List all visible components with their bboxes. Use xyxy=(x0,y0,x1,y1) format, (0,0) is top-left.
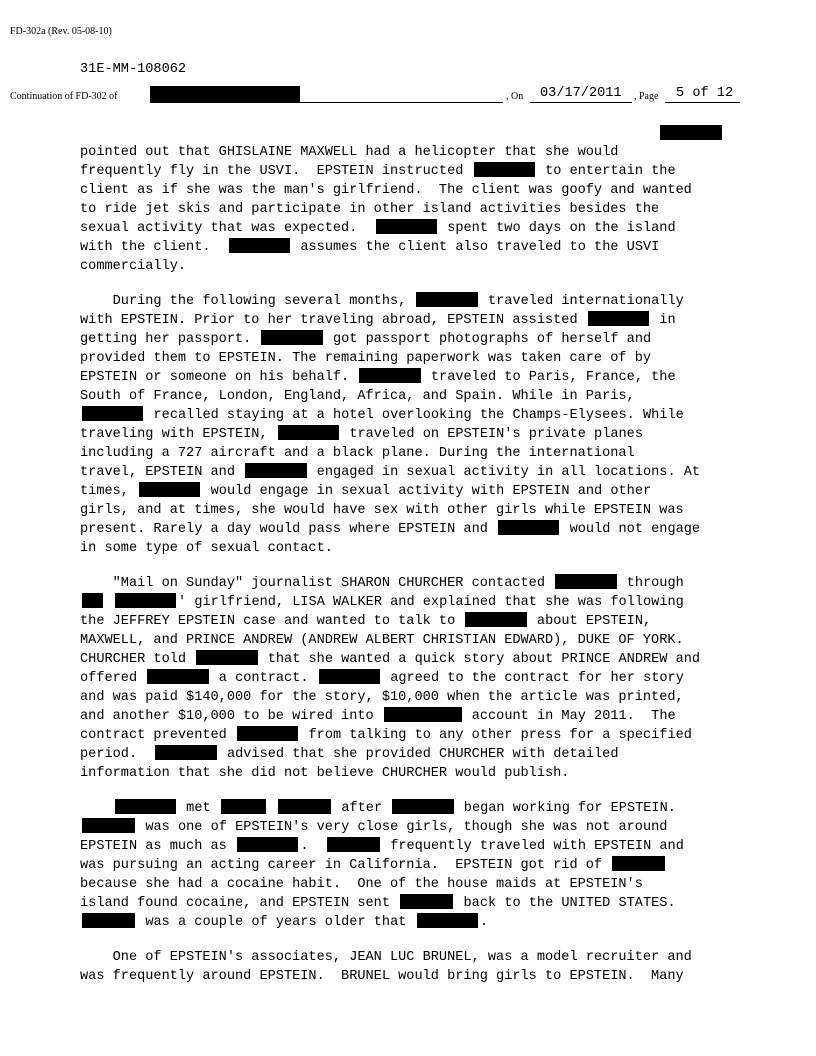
text-line xyxy=(80,837,770,856)
text-line xyxy=(80,799,770,818)
page-underline xyxy=(665,102,740,103)
date-value: 03/17/2011 xyxy=(540,86,622,101)
text-segment: client as if she was the man's girlfriend. The client was goofy and wanted xyxy=(80,183,692,198)
text-segment: because she had a cocaine habit. One of the house maids at EPSTEIN's xyxy=(80,877,643,892)
document-body xyxy=(80,143,770,986)
text-segment: began working for EPSTEIN. xyxy=(455,801,676,816)
redaction-block xyxy=(82,818,135,833)
text-line xyxy=(80,181,770,200)
redaction-block xyxy=(115,799,176,814)
date-underline xyxy=(530,102,632,103)
text-segment: would engage in sexual activity with EPSTEIN and other xyxy=(202,484,652,499)
text-segment: "Mail on Sunday" journalist SHARON CHURCHER contacted xyxy=(80,576,554,591)
redaction-block xyxy=(474,162,535,177)
text-segment: back to the UNITED STATES. xyxy=(455,896,676,911)
text-segment: contract prevented xyxy=(80,728,235,743)
text-line xyxy=(80,292,770,311)
text-segment: traveling with EPSTEIN, xyxy=(80,427,276,442)
text-segment: with EPSTEIN. Prior to her traveling abroad, EPSTEIN assisted xyxy=(80,313,586,328)
text-segment: recalled staying at a hotel overlooking the Champs-Elysees. While xyxy=(145,408,684,423)
text-segment: traveled internationally xyxy=(479,294,684,309)
text-segment: from talking to any other press for a specified xyxy=(300,728,692,743)
text-line xyxy=(80,501,770,520)
text-line xyxy=(80,238,770,257)
text-segment: pointed out that GHISLAINE MAXWELL had a helicopter that she would xyxy=(80,145,619,160)
paragraph-gap xyxy=(80,276,770,292)
text-segment: about EPSTEIN, xyxy=(528,614,652,629)
redaction-block xyxy=(139,482,200,497)
redaction-block xyxy=(278,799,331,814)
text-segment: in xyxy=(651,313,676,328)
paragraph-gap xyxy=(80,932,770,948)
text-segment: agreed to the contract for her story xyxy=(382,671,684,686)
text-segment: frequently traveled with EPSTEIN and xyxy=(382,839,684,854)
text-segment: MAXWELL, and PRINCE ANDREW (ANDREW ALBERT CHRISTIAN EDWARD), DUKE OF YORK. xyxy=(80,633,684,648)
redaction-block xyxy=(155,745,216,760)
text-segment: assumes the client also traveled to the USVI xyxy=(292,240,660,255)
text-line xyxy=(80,650,770,669)
text-segment: One of EPSTEIN's associates, JEAN LUC BRUNEL, was a model recruiter and xyxy=(80,950,692,965)
name-underline xyxy=(150,102,503,103)
text-line xyxy=(80,482,770,501)
continuation-label: Continuation of FD-302 of xyxy=(10,91,118,102)
text-segment: provided them to EPSTEIN. The remaining paperwork was taken care of by xyxy=(80,351,652,366)
text-line xyxy=(80,162,770,181)
redaction-block xyxy=(237,726,298,741)
text-line xyxy=(80,444,770,463)
text-segment: travel, EPSTEIN and xyxy=(80,465,244,480)
redaction-block xyxy=(221,799,266,814)
paragraph-gap xyxy=(80,783,770,799)
redaction-block xyxy=(612,856,665,871)
text-segment: was a couple of years older that xyxy=(137,915,415,930)
text-segment: spent two days on the island xyxy=(439,221,676,236)
text-segment xyxy=(268,801,276,816)
text-line xyxy=(80,311,770,330)
redaction-block xyxy=(327,837,380,852)
text-segment: in some type of sexual contact. xyxy=(80,541,333,556)
text-line xyxy=(80,707,770,726)
text-segment: engaged in sexual activity in all locations. At xyxy=(308,465,701,480)
text-segment: ' girlfriend, LISA WALKER and explained that she was following xyxy=(178,595,684,610)
redaction-block xyxy=(400,894,453,909)
text-line xyxy=(80,463,770,482)
text-segment: South of France, London, England, Africa, and Spain. While in Paris, xyxy=(80,389,635,404)
redaction-block xyxy=(319,669,380,684)
text-line xyxy=(80,948,770,967)
redaction-block xyxy=(278,425,339,440)
text-segment: a contract. xyxy=(210,671,317,686)
text-segment: the JEFFREY EPSTEIN case and wanted to talk to xyxy=(80,614,464,629)
text-line xyxy=(80,894,770,913)
text-segment: was one of EPSTEIN's very close girls, though she was not around xyxy=(137,820,668,835)
text-segment: through xyxy=(618,576,684,591)
redaction-block xyxy=(417,913,478,928)
text-segment: got passport photographs of herself and xyxy=(324,332,652,347)
text-segment: to entertain the xyxy=(536,164,676,179)
text-line xyxy=(80,669,770,688)
paragraph xyxy=(80,948,770,986)
text-line xyxy=(80,143,770,162)
text-line xyxy=(80,200,770,219)
text-segment: times, xyxy=(80,484,138,499)
text-line xyxy=(80,688,770,707)
text-segment: with the client. xyxy=(80,240,227,255)
text-line xyxy=(80,425,770,444)
text-segment: commercially. xyxy=(80,259,187,274)
redaction-block xyxy=(147,669,208,684)
text-line xyxy=(80,387,770,406)
redaction-block xyxy=(237,837,298,852)
text-segment: CHURCHER told xyxy=(80,652,195,667)
text-segment: and another $10,000 to be wired into xyxy=(80,709,382,724)
redaction-block xyxy=(359,368,420,383)
text-line xyxy=(80,539,770,558)
redaction-block xyxy=(82,913,135,928)
text-segment: offered xyxy=(80,671,146,686)
redaction-block xyxy=(196,650,257,665)
text-segment: island found cocaine, and EPSTEIN sent xyxy=(80,896,399,911)
page-label: , Page xyxy=(634,91,659,102)
text-segment: after xyxy=(333,801,391,816)
paragraph xyxy=(80,574,770,783)
text-segment: period. xyxy=(80,747,154,762)
on-label: , On xyxy=(506,91,524,102)
text-segment: was frequently around EPSTEIN. BRUNEL would bring girls to EPSTEIN. Many xyxy=(80,969,684,984)
text-line xyxy=(80,574,770,593)
text-segment xyxy=(105,595,113,610)
text-segment: traveled to Paris, France, the xyxy=(422,370,676,385)
redaction-block xyxy=(115,593,176,608)
paragraph-gap xyxy=(80,558,770,574)
text-segment: including a 727 aircraft and a black plane. During the international xyxy=(80,446,635,461)
text-line xyxy=(80,219,770,238)
text-segment: girls, and at times, she would have sex with other girls while EPSTEIN was xyxy=(80,503,684,518)
text-segment xyxy=(80,801,113,816)
text-line xyxy=(80,967,770,986)
text-segment: getting her passport. xyxy=(80,332,260,347)
text-segment: frequently fly in the USVI. EPSTEIN instructed xyxy=(80,164,472,179)
redaction-block xyxy=(229,238,290,253)
redaction-block xyxy=(82,593,103,608)
text-segment: account in May 2011. The xyxy=(463,709,676,724)
text-segment: met xyxy=(178,801,219,816)
redaction-block xyxy=(555,574,616,589)
text-line xyxy=(80,406,770,425)
text-segment: sexual activity that was expected. xyxy=(80,221,374,236)
file-number: 31E-MM-108062 xyxy=(80,62,187,77)
name-redaction xyxy=(150,86,300,102)
text-line xyxy=(80,520,770,539)
text-line xyxy=(80,818,770,837)
text-line xyxy=(80,726,770,745)
redaction-block xyxy=(416,292,477,307)
text-line xyxy=(80,913,770,932)
redaction-block xyxy=(465,612,526,627)
redaction-block xyxy=(376,219,437,234)
redaction-block xyxy=(384,707,462,722)
text-line xyxy=(80,764,770,783)
redaction-block xyxy=(498,520,559,535)
redaction-block xyxy=(660,125,722,140)
text-line xyxy=(80,631,770,650)
redaction-block xyxy=(82,406,143,421)
text-segment: EPSTEIN or someone on his behalf. xyxy=(80,370,358,385)
redaction-block xyxy=(392,799,453,814)
text-segment: would not engage xyxy=(561,522,701,537)
paragraph xyxy=(80,292,770,558)
text-segment: information that she did not believe CHURCHER would publish. xyxy=(80,766,570,781)
text-line xyxy=(80,745,770,764)
text-line xyxy=(80,875,770,894)
redaction-block xyxy=(588,311,649,326)
text-segment: that she wanted a quick story about PRINCE ANDREW and xyxy=(259,652,701,667)
paragraph xyxy=(80,799,770,932)
text-segment: advised that she provided CHURCHER with detailed xyxy=(218,747,619,762)
redaction-block xyxy=(245,463,306,478)
page-value: 5 of 12 xyxy=(676,86,734,101)
text-segment: EPSTEIN as much as xyxy=(80,839,235,854)
text-line xyxy=(80,349,770,368)
text-segment: During the following several months, xyxy=(80,294,415,309)
text-segment: traveled on EPSTEIN's private planes xyxy=(341,427,643,442)
text-segment: present. Rarely a day would pass where EPSTEIN and xyxy=(80,522,497,537)
form-id: FD-302a (Rev. 05-08-10) xyxy=(10,26,112,37)
text-line xyxy=(80,257,770,276)
text-segment: to ride jet skis and participate in other island activities besides the xyxy=(80,202,660,217)
text-line xyxy=(80,612,770,631)
text-segment: and was paid $140,000 for the story, $10,000 when the article was printed, xyxy=(80,690,684,705)
paragraph xyxy=(80,143,770,276)
text-line xyxy=(80,330,770,349)
text-line xyxy=(80,593,770,612)
text-line xyxy=(80,368,770,387)
text-segment: . xyxy=(300,839,325,854)
text-line xyxy=(80,856,770,875)
text-segment: was pursuing an acting career in California. EPSTEIN got rid of xyxy=(80,858,611,873)
text-segment: . xyxy=(479,915,489,930)
redaction-block xyxy=(261,330,322,345)
